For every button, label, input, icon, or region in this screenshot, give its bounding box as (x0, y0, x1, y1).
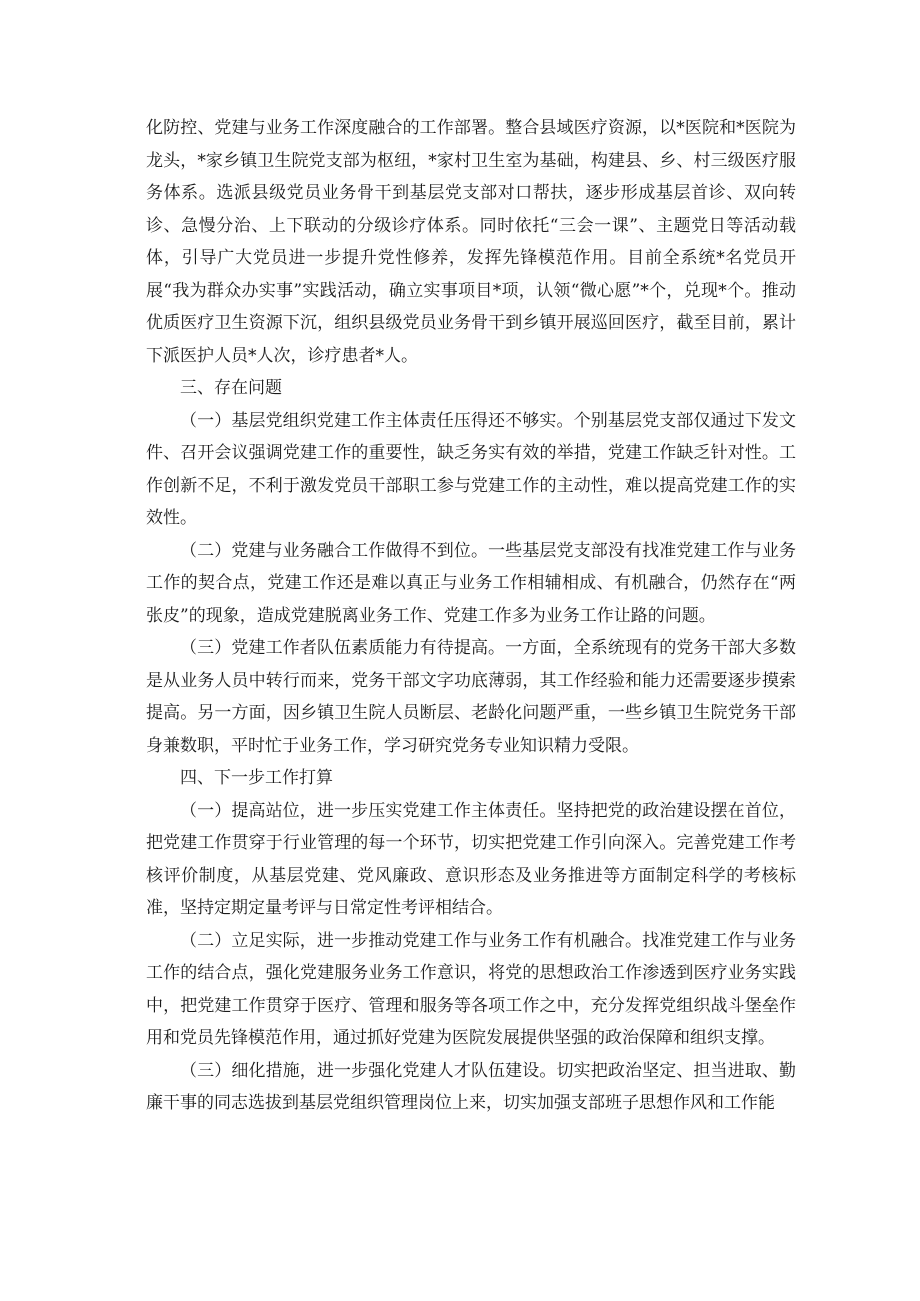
paragraph-plan-1: （一）提高站位，进一步压实党建工作主体责任。坚持把党的政治建设摆在首位，把党建工作贯穿于行业管理的每一个环节，切实把党建工作引向深入。完善党建工作考核评价制度，从基层党建、党风廉政、意识形态及业务推进等方面制定科学的考核标准，坚持定期定量考评与日常定性考评相结合。 (146, 800, 796, 918)
heading-section-3: 三、存在问题 (180, 378, 282, 398)
paragraph-issue-3: （三）党建工作者队伍素质能力有待提高。一方面，全系统现有的党务干部大多数是从业务人员中转行而来，党务干部文字功底薄弱，其工作经验和能力还需要逐步摸索提高。另一方面，因乡镇卫生院人员断层、老龄化问题严重，一些乡镇卫生院党务干部身兼数职，平时忙于业务工作，学习研究党务专业知识精力受限。 (146, 638, 796, 756)
paragraph-plan-2: （二）立足实际，进一步推动党建工作与业务工作有机融合。找准党建工作与业务工作的结合点，强化党建服务业务工作意识，将党的思想政治工作渗透到医疗业务实践中，把党建工作贯穿于医疗、管理和服务等各项工作之中，充分发挥党组织战斗堡垒作用和党员先锋模范作用，通过抓好党建为医院发展提供坚强的政治保障和组织支撑。 (146, 930, 796, 1048)
document-page (146, 112, 796, 1120)
heading-section-4: 四、下一步工作打算 (180, 768, 333, 788)
paragraph-issue-1: （一）基层党组织党建工作主体责任压得还不够实。个别基层党支部仅通过下发文件、召开会议强调党建工作的重要性，缺乏务实有效的举措，党建工作缺乏针对性。工作创新不足，不利于激发党员干部职工参与党建工作的主动性，难以提高党建工作的实效性。 (146, 410, 796, 528)
paragraph-continuation: 化防控、党建与业务工作深度融合的工作部署。整合县域医疗资源，以*医院和*医院为龙头，*家乡镇卫生院党支部为枢纽，*家村卫生室为基础，构建县、乡、村三级医疗服务体系。选派县级党员业务骨干到基层党支部对口帮扶，逐步形成基层首诊、双向转诊、急慢分治、上下联动的分级诊疗体系。同时依托“三会一课”、主题党日等活动载体，引导广大党员进一步提升党性修养，发挥先锋模范作用。目前全系统*名党员开展“我为群众办实事”实践活动，确立实事项目*项，认领“微心愿”*个，兑现*个。推动优质医疗卫生资源下沉，组织县级党员业务骨干到乡镇开展巡回医疗，截至目前，累计下派医护人员*人次，诊疗患者*人。 (146, 118, 796, 366)
paragraph-plan-3: （三）细化措施，进一步强化党建人才队伍建设。切实把政治坚定、担当进取、勤廉干事的同志选拔到基层党组织管理岗位上来，切实加强支部班子思想作风和工作能 (146, 1060, 796, 1113)
paragraph-issue-2: （二）党建与业务融合工作做得不到位。一些基层党支部没有找准党建工作与业务工作的契合点，党建工作还是难以真正与业务工作相辅相成、有机融合，仍然存在“两张皮”的现象，造成党建脱离业务工作、党建工作多为业务工作让路的问题。 (146, 540, 796, 626)
